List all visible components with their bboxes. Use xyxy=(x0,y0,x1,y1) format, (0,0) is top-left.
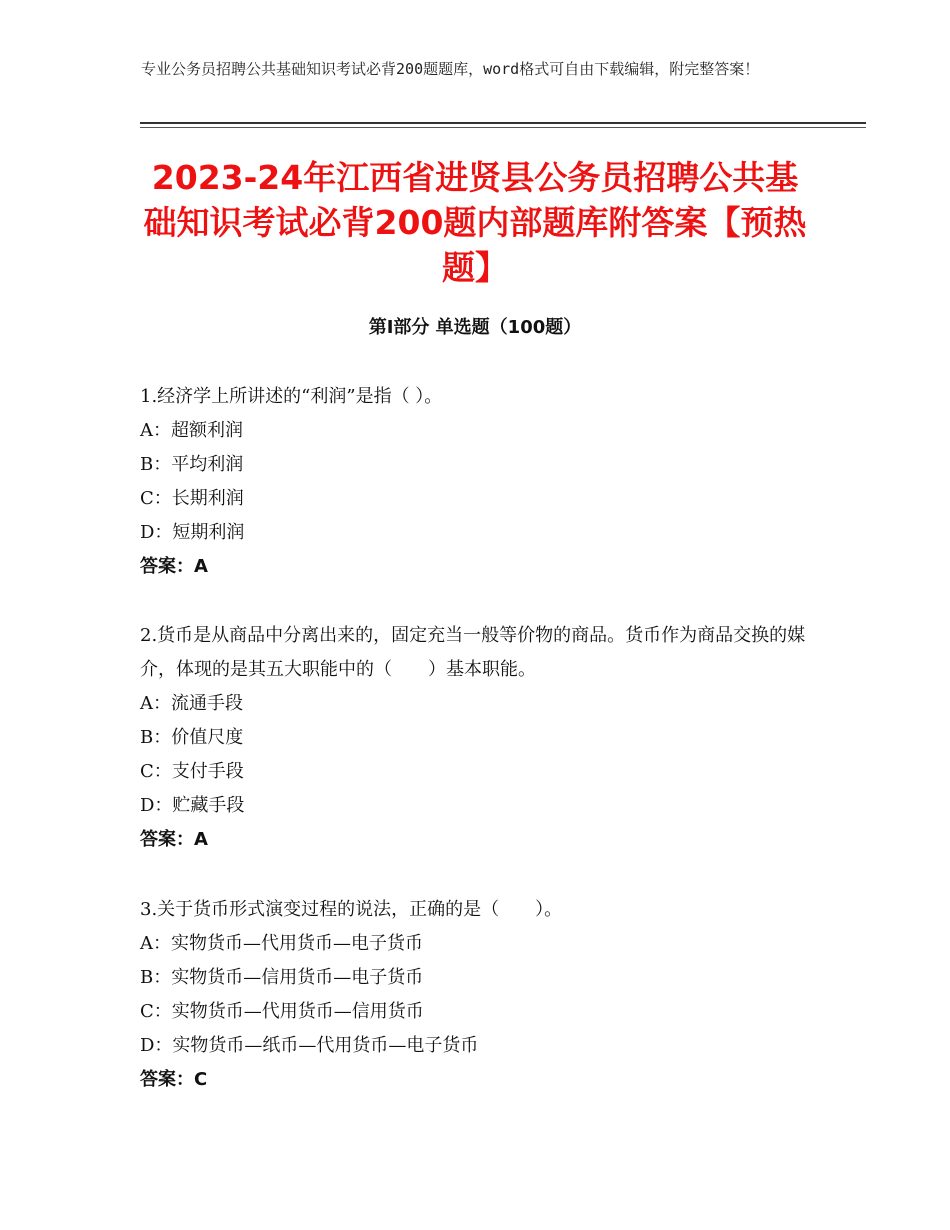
header-divider-thick xyxy=(140,122,866,124)
answer: 答案：A xyxy=(140,556,208,577)
question-stem: 2.货币是从商品中分离出来的，固定充当一般等价物的商品。货币作为商品交换的媒介，体现的是其五大职能中的（ ）基本职能。 xyxy=(140,625,806,680)
question-stem: 1.经济学上所讲述的“利润”是指（ ）。 xyxy=(140,386,443,407)
question-stem: 3.关于货币形式演变过程的说法，正确的是（ ）。 xyxy=(140,899,563,920)
question-2 xyxy=(140,619,830,857)
option-c: C：支付手段 xyxy=(140,761,244,782)
option-c: C：实物货币—代用货币—信用货币 xyxy=(140,1001,424,1022)
answer: 答案：A xyxy=(140,829,208,850)
section-heading: 第Ⅰ部分 单选题（100题） xyxy=(368,317,582,338)
option-d: D：短期利润 xyxy=(140,522,245,543)
option-d: D：实物货币—纸币—代用货币—电子货币 xyxy=(140,1035,479,1056)
question-1 xyxy=(140,380,830,584)
option-b: B：价值尺度 xyxy=(140,727,244,748)
option-c: C：长期利润 xyxy=(140,488,244,509)
answer: 答案：C xyxy=(140,1069,208,1090)
option-b: B：平均利润 xyxy=(140,454,244,475)
option-a: A：流通手段 xyxy=(140,693,243,714)
option-a: A：超额利润 xyxy=(140,420,243,441)
document-title: 2023-24年江西省进贤县公务员招聘公共基础知识考试必背200题内部题库附答案【预热题】 xyxy=(143,158,807,287)
question-3 xyxy=(140,893,830,1097)
header-note: 专业公务员招聘公共基础知识考试必背200题题库，word格式可自由下载编辑，附完整答案！ xyxy=(141,60,760,78)
option-b: B：实物货币—信用货币—电子货币 xyxy=(140,967,424,988)
header-divider-thin xyxy=(140,127,866,128)
option-d: D：贮藏手段 xyxy=(140,795,245,816)
option-a: A：实物货币—代用货币—电子货币 xyxy=(140,933,423,954)
